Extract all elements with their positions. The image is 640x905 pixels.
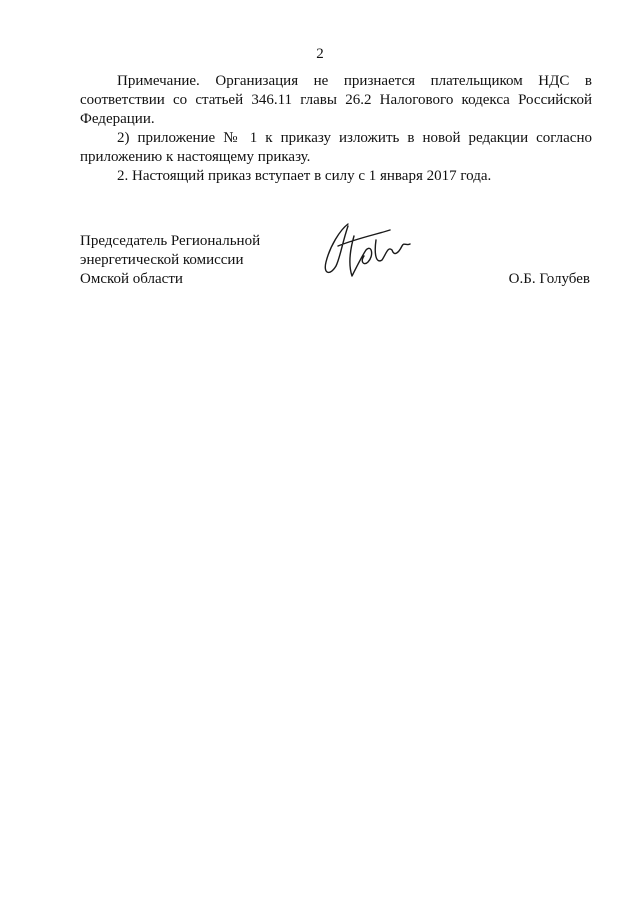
position-line: Омской области [80,271,183,287]
position-line: энергетической комиссии [80,252,244,268]
handwritten-signature [318,216,418,286]
note-paragraph: Примечание. Организация не признается плательщиком НДС в соответствии со статьей 346.11 главы 26.2 Налогового кодекса Российской Федерации. [80,73,592,127]
effective-date-paragraph: 2. Настоящий приказ вступает в силу с 1 января 2017 года. [117,168,492,184]
document-body [80,72,592,186]
signatory-position [80,232,260,289]
amendment-paragraph: 2) приложение № 1 к приказу изложить в новой редакции согласно приложению к настоящему приказу. [80,130,592,165]
signer-name: О.Б. Голубев [508,271,590,287]
position-line: Председатель Региональной [80,233,261,249]
page-number: 2 [316,46,324,62]
